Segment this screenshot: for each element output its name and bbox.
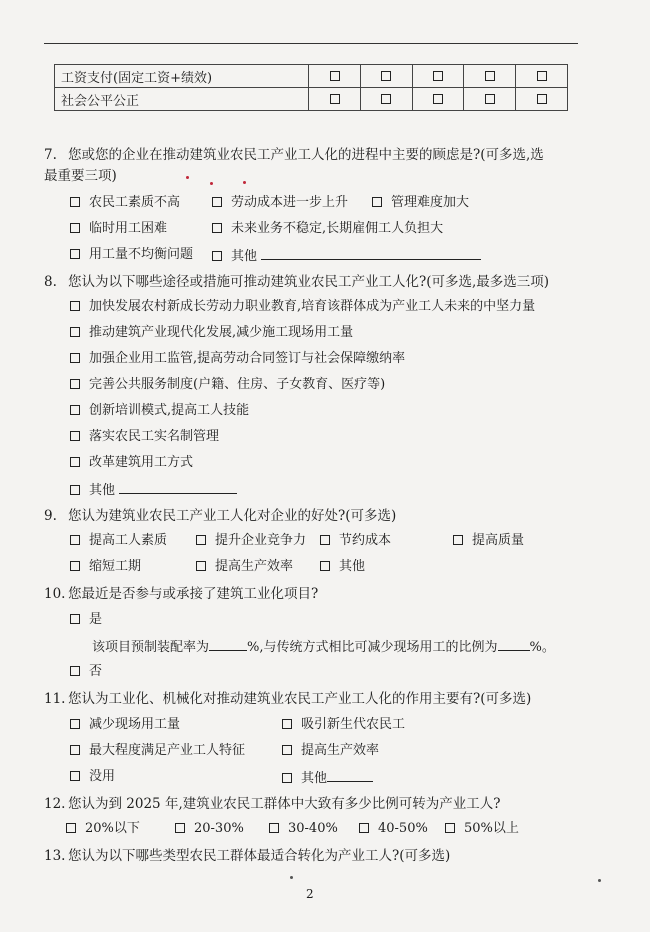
checkbox[interactable] — [433, 94, 443, 104]
q9-option[interactable]: 提高质量 — [453, 533, 524, 549]
q12-option[interactable]: 40-50% — [359, 821, 428, 837]
row-label: 社会公平公正 — [55, 88, 309, 111]
question-8: 8. 您认为以下哪些途径或措施可推动建筑业农民工产业工人化?(可多选,最多选三项) — [44, 274, 550, 290]
q12-option[interactable]: 50%以上 — [445, 821, 519, 837]
other-blank[interactable] — [327, 769, 373, 782]
q12-option[interactable]: 20%以下 — [66, 821, 140, 837]
checkbox[interactable] — [330, 94, 340, 104]
q7-option[interactable]: 临时用工困难 — [70, 221, 167, 237]
checkbox[interactable] — [537, 71, 547, 81]
q8-option[interactable]: 落实农民工实名制管理 — [70, 429, 219, 445]
other-blank[interactable] — [119, 481, 237, 494]
labor-reduction-blank[interactable] — [498, 638, 530, 651]
q10-option-no[interactable]: 否 — [70, 664, 102, 680]
q11-option[interactable]: 吸引新生代农民工 — [282, 717, 405, 733]
q7-option[interactable]: 管理难度加大 — [372, 195, 469, 211]
question-9: 9. 您认为建筑业农民工产业工人化对企业的好处?(可多选) — [44, 508, 397, 524]
checkbox[interactable] — [381, 94, 391, 104]
page-number: 2 — [306, 887, 314, 901]
q10-option-yes[interactable]: 是 — [70, 612, 102, 628]
prefab-rate-blank[interactable] — [209, 638, 247, 651]
q7-option[interactable]: 用工量不均衡问题 — [70, 247, 193, 263]
checkbox[interactable] — [537, 94, 547, 104]
checkbox[interactable] — [433, 71, 443, 81]
q12-option[interactable]: 20-30% — [175, 821, 244, 837]
question-10: 10. 您最近是否参与或承接了建筑工业化项目? — [44, 586, 319, 602]
q8-option[interactable]: 加快发展农村新成长劳动力职业教育,培育该群体成为产业工人未来的中坚力量 — [70, 299, 535, 315]
q11-option[interactable]: 没用 — [70, 769, 115, 785]
q11-option[interactable]: 减少现场用工量 — [70, 717, 180, 733]
question-12: 12. 您认为到 2025 年,建筑业农民工群体中大致有多少比例可转为产业工人? — [44, 796, 501, 812]
q8-option-other[interactable]: 其他 — [70, 481, 237, 499]
q9-option[interactable]: 其他 — [320, 559, 365, 575]
checkbox[interactable] — [485, 94, 495, 104]
q11-option[interactable]: 提高生产效率 — [282, 743, 379, 759]
checkbox[interactable] — [330, 71, 340, 81]
table-row — [55, 88, 568, 111]
q9-option[interactable]: 提高生产效率 — [196, 559, 293, 575]
header-rule — [44, 43, 578, 44]
question-13: 13. 您认为以下哪些类型农民工群体最适合转化为产业工人?(可多选) — [44, 848, 451, 864]
question-11: 11. 您认为工业化、机械化对推动建筑业农民工产业工人化的作用主要有?(可多选) — [44, 691, 532, 707]
checkbox[interactable] — [381, 71, 391, 81]
q7-option[interactable]: 农民工素质不高 — [70, 195, 180, 211]
question-7: 7. 您或您的企业在推动建筑业农民工产业工人化的进程中主要的顾虑是?(可多选,选 — [44, 147, 544, 163]
q11-option[interactable]: 最大程度满足产业工人特征 — [70, 743, 245, 759]
q7-option[interactable]: 未来业务不稳定,长期雇佣工人负担大 — [212, 221, 443, 237]
q11-option-other[interactable]: 其他 — [282, 769, 373, 787]
q8-option[interactable]: 推动建筑产业现代化发展,减少施工现场用工量 — [70, 325, 353, 341]
q10-detail: 该项目预制装配率为 %,与传统方式相比可减少现场用工的比例为 %。 — [92, 640, 555, 655]
q7-option-other[interactable]: 其他 — [212, 247, 481, 265]
checkbox[interactable] — [485, 71, 495, 81]
q9-option[interactable]: 提升企业竞争力 — [196, 533, 306, 549]
q9-option[interactable]: 节约成本 — [320, 533, 391, 549]
rating-table — [54, 64, 568, 111]
q12-option[interactable]: 30-40% — [269, 821, 338, 837]
q7-option[interactable]: 劳动成本进一步上升 — [212, 195, 348, 211]
question-7-continuation: 最重要三项) — [44, 168, 117, 184]
row-label: 工资支付(固定工资+绩效) — [55, 65, 309, 88]
q8-option[interactable]: 改革建筑用工方式 — [70, 455, 193, 471]
q8-option[interactable]: 创新培训模式,提高工人技能 — [70, 403, 249, 419]
q9-option[interactable]: 缩短工期 — [70, 559, 141, 575]
q8-option[interactable]: 完善公共服务制度(户籍、住房、子女教育、医疗等) — [70, 377, 385, 393]
q9-option[interactable]: 提高工人素质 — [70, 533, 167, 549]
other-blank[interactable] — [261, 247, 481, 260]
q8-option[interactable]: 加强企业用工监管,提高劳动合同签订与社会保障缴纳率 — [70, 351, 405, 367]
table-row — [55, 65, 568, 88]
